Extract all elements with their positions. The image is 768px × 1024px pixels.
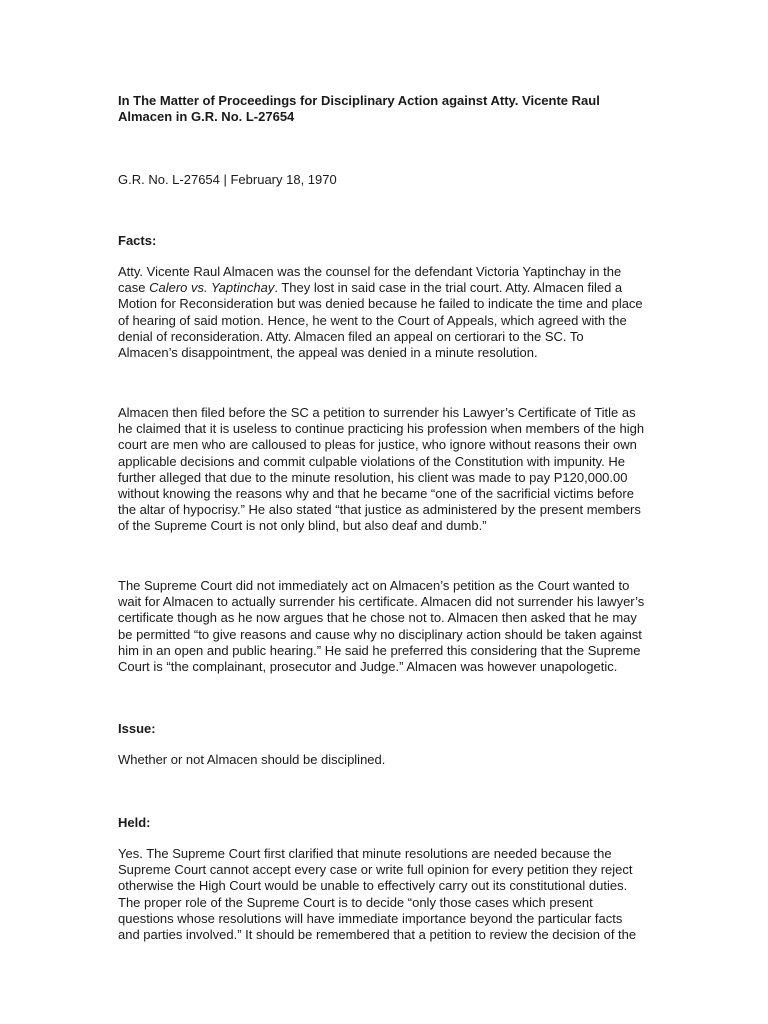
text-line: otherwise the High Court would be unable to effectively carry out its constitutional duties. — [118, 878, 628, 894]
text-line: Supreme Court cannot accept every case or write full opinion for every petition they reject — [118, 862, 633, 878]
issue-heading: Issue: — [118, 721, 156, 736]
text-line: The Supreme Court did not immediately act on Almacen’s petition as the Court wanted to — [118, 578, 630, 593]
title-line: Almacen in G.R. No. L-27654 — [118, 109, 295, 124]
text-line: he claimed that it is useless to continue practicing his profession when members of the high — [118, 421, 645, 437]
facts-paragraph-3 — [118, 578, 663, 675]
text-line: Almacen’s disappointment, the appeal was denied in a minute resolution. — [118, 345, 538, 361]
text-line: questions whose resolutions will have immediate importance beyond the particular facts — [118, 910, 623, 926]
facts-paragraph-2 — [118, 405, 663, 535]
text-line: Almacen then filed before the SC a petition to surrender his Lawyer’s Certificate of Title as — [118, 405, 636, 420]
held-paragraph-1 — [118, 846, 663, 943]
text-line: Atty. Vicente Raul Almacen was the counsel for the defendant Victoria Yaptinchay in the — [118, 264, 622, 279]
text-line: wait for Almacen to actually surrender his certificate. Almacen did not surrender his lawyer’s — [118, 594, 645, 610]
text-line: of hearing of said motion. Hence, he went to the Court of Appeals, which agreed with the — [118, 312, 627, 328]
text-line: Yes. The Supreme Court first clarified that minute resolutions are needed because the — [118, 846, 612, 861]
case-citation: G.R. No. L-27654 | February 18, 1970 — [118, 172, 337, 187]
text-fragment: . They lost in said case in the trial court. Atty. Almacen filed a — [274, 280, 623, 296]
issue-text: Whether or not Almacen should be disciplined. — [118, 752, 386, 767]
text-line: The proper role of the Supreme Court is to decide “only those cases which present — [118, 894, 593, 910]
text-line: further alleged that due to the minute resolution, his client was made to pay P120,000.00 — [118, 469, 628, 485]
text-line: court are men who are calloused to pleas for justice, who ignore without reasons their own — [118, 437, 637, 453]
text-line: certificate though as he now argues that he chose not to. Almacen then asked that he may — [118, 610, 637, 626]
text-line: be permitted “to give reasons and cause why no disciplinary action should be taken against — [118, 626, 642, 642]
case-name: Calero vs. Yaptinchay — [149, 280, 275, 296]
text-line: and parties involved.” It should be remembered that a petition to review the decision of the — [118, 927, 637, 943]
text-line: applicable decisions and commit culpable violations of the Constitution with impunity. He — [118, 453, 626, 469]
text-line: him in an open and public hearing.” He said he preferred this considering that the Supreme — [118, 642, 641, 658]
held-heading: Held: — [118, 815, 151, 830]
text-line: without knowing the reasons why and that he became “one of the sacrificial victims before — [118, 486, 634, 502]
text-fragment: case — [118, 280, 150, 296]
text-line: of the Supreme Court is not only blind, but also deaf and dumb.” — [118, 518, 487, 534]
text-line: Motion for Reconsideration but was denied because he failed to indicate the time and place — [118, 296, 643, 312]
text-line: the altar of hypocrisy.” He also stated “that justice as administered by the present members — [118, 502, 641, 518]
document-title — [118, 93, 678, 125]
text-line — [118, 280, 663, 296]
facts-paragraph-1 — [118, 264, 663, 361]
text-line: Court is “the complainant, prosecutor and Judge.” Almacen was however unapologetic. — [118, 659, 618, 675]
text-line: denial of reconsideration. Atty. Almacen filed an appeal on certiorari to the SC. To — [118, 328, 584, 344]
title-line: In The Matter of Proceedings for Disciplinary Action against Atty. Vicente Raul — [118, 93, 600, 108]
facts-heading: Facts: — [118, 233, 157, 248]
